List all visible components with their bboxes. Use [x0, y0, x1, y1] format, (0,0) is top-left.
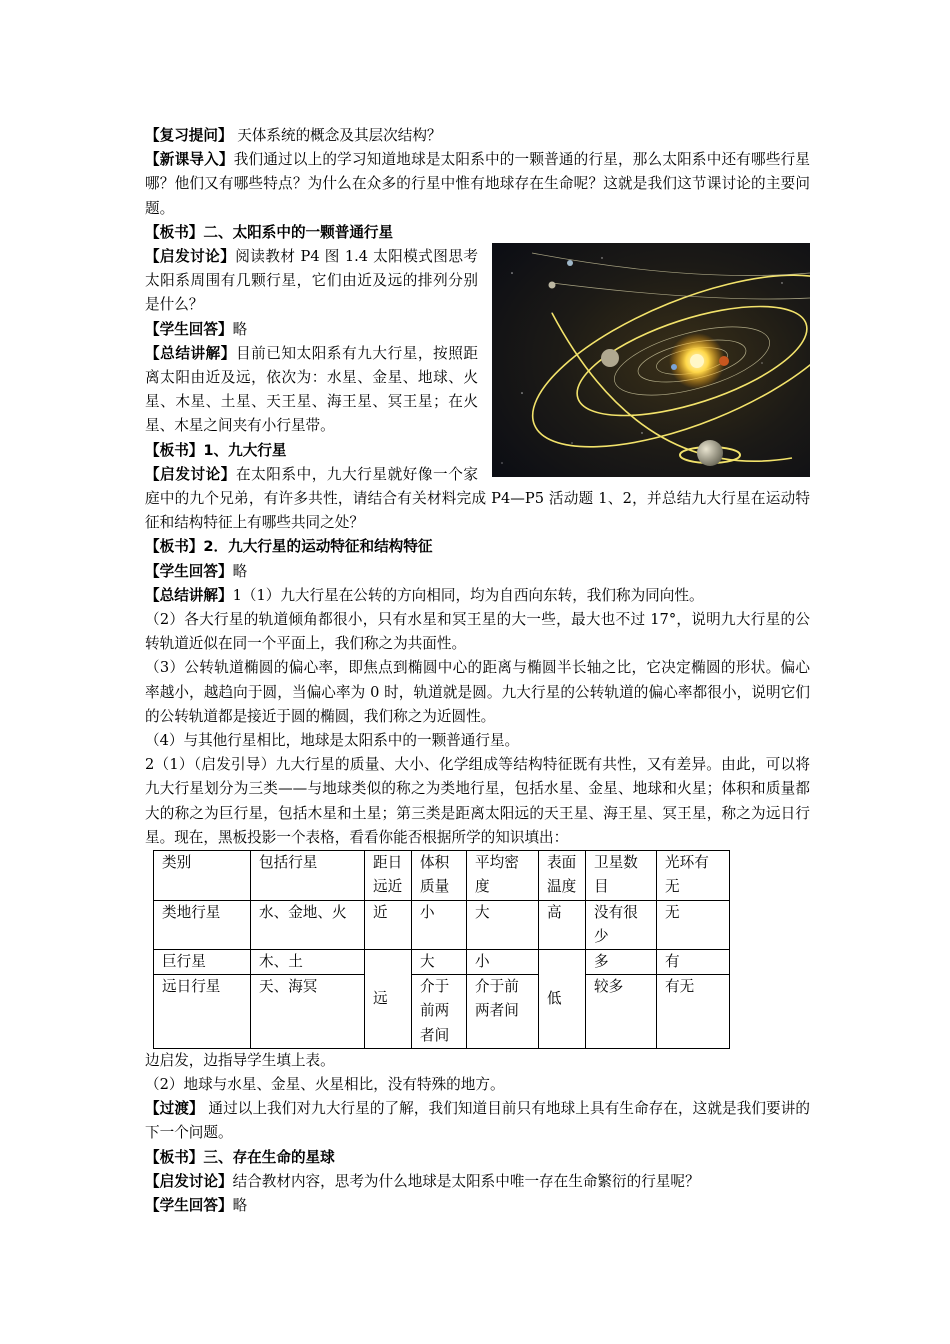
table-row: [154, 900, 730, 949]
paragraph-discussion-3: 【启发讨论】结合教材内容，思考为什么地球是太阳系中唯一存在生命繁衍的行星呢？: [145, 1172, 700, 1190]
table-cell: 天、海冥: [251, 975, 365, 1049]
paragraph-review-question: 【复习提问】 天体系统的概念及其层次结构？: [145, 127, 442, 144]
solar-system-image: [492, 243, 810, 477]
table-cell: 有: [657, 949, 730, 974]
table-header-cell: 卫星数目: [586, 851, 657, 900]
table-header-cell: 光环有无: [657, 851, 730, 900]
table-header-cell: 平均密度: [467, 851, 539, 900]
heading-board-features: 【板书】2．九大行星的运动特征和结构特征: [145, 538, 433, 556]
table-cell: 高: [539, 900, 586, 949]
table-cell: 低: [539, 949, 586, 1048]
paragraph-discussion-2: 【启发讨论】在太阳系中，九大行星就好像一个家庭中的九个兄弟，有许多共性，请结合有关材料完成 P4—P5 活动题 1、2，并总结九大行星在运动特征和结构特征上有哪些共同之处？: [145, 465, 810, 532]
paragraph-student-answer-1: 【学生回答】略: [145, 320, 248, 338]
table-cell: 小: [412, 900, 467, 949]
table-header-cell: 包括行星: [251, 851, 365, 900]
table-cell: 小: [467, 949, 539, 974]
paragraph-earth-compare: （2）地球与水星、金星、火星相比，没有特殊的地方。: [145, 1075, 505, 1093]
table-cell: 水、金地、火: [251, 900, 365, 949]
paragraph-intro: 【新课导入】我们通过以上的学习知道地球是太阳系中的一颗普通的行星，那么太阳系中还有哪些行星哪？他们又有哪些特点？为什么在众多的行星中惟有地球存在生命呢？这就是我们这节课讨论的主要问题。: [145, 151, 810, 217]
table-cell: 大: [467, 900, 539, 949]
paragraph-coplanarity: （2）各大行星的轨道倾角都很小，只有水星和冥王星的大一些，最大也不过 17°，说明九大行星的公转轨道近似在同一个平面上，我们称之为共面性。: [145, 611, 810, 653]
paragraph-student-answer-2: 【学生回答】略: [145, 562, 248, 580]
table-row: [154, 975, 730, 1049]
table-cell: 大: [412, 949, 467, 974]
table-cell: 远日行星: [154, 975, 251, 1049]
table-cell: 介于前两者间: [412, 975, 467, 1049]
paragraph-student-answer-3: 【学生回答】略: [145, 1196, 248, 1214]
heading-board-2: 【板书】二、太阳系中的一颗普通行星: [145, 223, 394, 241]
table-header-cell: 体积质量: [412, 851, 467, 900]
planet-classification-table: [153, 850, 730, 1049]
table-header-cell: 距日远近: [365, 851, 412, 900]
table-row: [154, 949, 730, 974]
heading-board-nine-planets: 【板书】1、九大行星: [145, 441, 287, 459]
table-cell: 巨行星: [154, 949, 251, 974]
table-header-row: [154, 851, 730, 900]
paragraph-eccentricity: （3）公转轨道椭圆的偏心率，即焦点到椭圆中心的距离与椭圆半长轴之比，它决定椭圆的形状。偏心率越小，越趋向于圆，当偏心率为 0 时，轨道就是圆。九大行星的公转轨道的偏心率都很小，说明它们的公转轨道都是接近于圆的椭圆，我们称之为近圆性。: [145, 659, 810, 725]
table-cell: 远: [365, 949, 412, 1048]
heading-board-life: 【板书】三、存在生命的星球: [145, 1148, 335, 1166]
table-cell: 类地行星: [154, 900, 251, 949]
tag-label: 【复习提问】: [145, 127, 233, 144]
paragraph-guide-fill: 边启发，边指导学生填上表。: [145, 1051, 335, 1069]
table-cell: 近: [365, 900, 412, 949]
table-header-cell: 表面温度: [539, 851, 586, 900]
paragraph-ordinary-planet: （4）与其他行星相比，地球是太阳系中的一颗普通行星。: [145, 732, 520, 750]
paragraph-transition: 【过渡】 通过以上我们对九大行星的了解，我们知道目前只有地球上具有生命存在，这就是我们要讲的下一个问题。: [145, 1100, 810, 1142]
table-cell: 有无: [657, 975, 730, 1049]
table-cell: 没有很少: [586, 900, 657, 949]
paragraph-classification: 2（1）（启发引导）九大行星的质量、大小、化学组成等结构特征既有共性，又有差异。由此，可以将九大行星划分为三类——与地球类似的称之为类地行星，包括水星、金星、地球和火星；体积和质量都大的称之为巨行星，包括木星和土星；第三类是距离太阳远的天王星、海王星、冥王星，称之为远日行星。现在，黑板投影一个表格，看看你能否根据所学的知识填出：: [145, 756, 810, 846]
table-cell: 无: [657, 900, 730, 949]
tag-label: 【新课导入】: [145, 151, 234, 169]
table-cell: 较多: [586, 975, 657, 1049]
paragraph-discussion-1: 【启发讨论】阅读教材 P4 图 1.4 太阳模式图思考太阳系周围有几颗行星，它们由近及远的排列分别是什么？: [145, 248, 478, 314]
table-cell: 介于前两者间: [467, 975, 539, 1049]
paragraph-summary-1: 【总结讲解】目前已知太阳系有九大行星，按照距离太阳由近及远，依次为：水星、金星、地球、火星、木星、土星、天王星、海王星、冥王星；在火星、木星之间夹有小行星带。: [145, 344, 478, 435]
paragraph-summary-2: 【总结讲解】1（1）九大行星在公转的方向相同，均为自西向东转，我们称为同向性。: [145, 586, 704, 604]
table-cell: 多: [586, 949, 657, 974]
table-header-cell: 类别: [154, 851, 251, 900]
table-cell: 木、土: [251, 949, 365, 974]
document-page: [145, 124, 810, 1218]
